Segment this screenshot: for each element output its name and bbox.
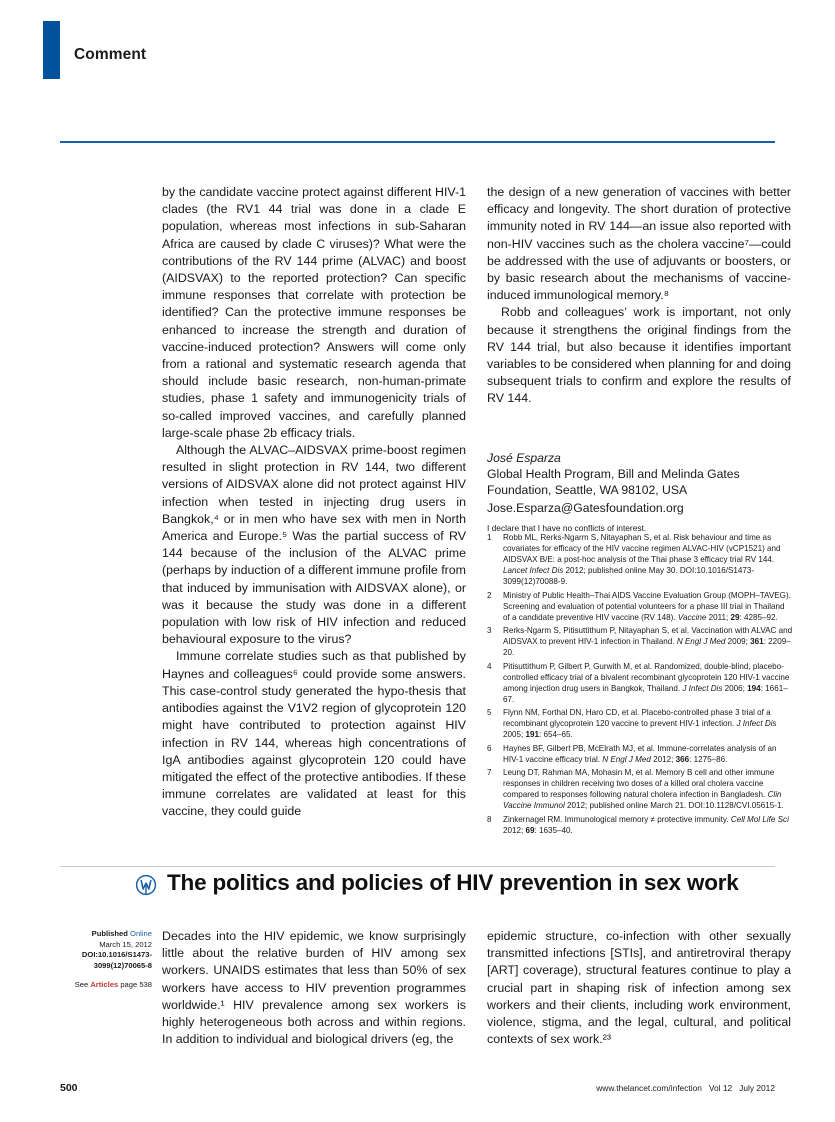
reference-item: [487, 743, 793, 765]
reference-item: [487, 767, 793, 811]
comment-paragraph: Robb and colleagues’ work is important, not only because it strengthens the original findings from the RV 144 trial, but also because it identifies important variables to be considered when planning for and doing subsequent trials to confirm and explore the results of RV 144.: [487, 305, 791, 406]
reference-number: 5: [487, 708, 492, 718]
reference-text: Zinkernagel RM. Immunological memory ≠ protective immunity. Cell Mol Life Sci 2012; 69: 1635–40.: [503, 814, 789, 835]
reference-text: Haynes BF, Gilbert PB, McElrath MJ, et al. Immune-correlates analysis of an HIV-1 vaccine efficacy trial. N Engl J Med 2012; 366: 1275–86.: [503, 743, 777, 764]
reference-number: 7: [487, 768, 492, 777]
reference-journal: J Infect Dis: [682, 683, 723, 693]
header-rule: [60, 141, 775, 143]
author-affiliation: Global Health Program, Bill and Melinda Gates Foundation, Seattle, WA 98102, USA: [487, 467, 740, 498]
comment-paragraph: Although the ALVAC–AIDSVAX prime-boost regimen resulted in slight protection in RV 144, two different versions of AIDSVAX alone did not protect against HIV infection when tested in injecting drug users in Bangkok,⁴ or in men who have sex with men in North America and Europe.⁵ Was the partial success of RV 144 because of the inclusion of the ALVAC prime (perhaps by induction of a different immune profile from that induced by immunisation with AIDSVAX alone), or was it because the study was done in a different population with low risk of HIV infection and reduced behavioural exposure to the virus?: [162, 443, 466, 647]
reference-text: Flynn NM, Forthal DN, Haro CD, et al. Placebo-controlled phase 3 trial of a recombinant glycoprotein 120 vaccine to prevent HIV-1 infection. J Infect Dis 2005; 191: 654–65.: [503, 708, 777, 740]
reference-text: Pitisuttithum P, Gilbert P, Gurwith M, et al. Randomized, double-blind, placebo-controlled efficacy trial of a bivalent recombinant glycoprotein 120 HIV-1 vaccine among injection drug users in Bangkok, Thailand. J Infect Dis 2006; 194: 1661–67.: [503, 661, 790, 704]
reference-volume: 194: [747, 683, 761, 693]
footer-source: www.thelancet.com/infection Vol 12 July 2012: [596, 1083, 775, 1093]
reference-text: Ministry of Public Health–Thai AIDS Vaccine Evaluation Group (MOPH–TAVEG). Screening and evaluation of potential volunteers for a phase III trial in Thailand of a candidate preventive HIV vaccine (RV 148). Vaccine 2011; 29: 4285–92.: [503, 590, 791, 622]
reference-item: [487, 661, 793, 705]
reference-item: [487, 707, 793, 740]
reference-number: 4: [487, 661, 492, 671]
conflict-declaration: I declare that I have no conflicts of interest.: [487, 523, 647, 534]
reference-volume: 366: [675, 754, 690, 764]
reference-item: [487, 814, 793, 836]
author-name: José Esparza: [487, 451, 561, 465]
published-label: Published: [91, 929, 128, 938]
reference-number: 3: [487, 626, 492, 636]
comment-paragraph: by the candidate vaccine protect against different HIV-1 clades (the RV1 44 trial was done in a clade E population, whereas most infections in sub-Saharan Africa are caused by clade C viruses)? What were the contributions of the RV 144 prime (ALVAC) and boost (AIDSVAX) to the reported protection? Can specific immune responses that correlate with protection be identified? Can the protective immune responses be enhanced to increase the strength and duration of vaccine-induced protection? Answers will come only from a rational and systematic research agenda that should include basic research, non-human-primate studies, phase 1 safety and immunogenicity trials of so-called improved vaccines, and carefully planned large-scale phase 2b efficacy trials.: [162, 185, 466, 440]
reference-volume: 361: [750, 637, 764, 647]
reference-text: Leung DT, Rahman MA, Mohasin M, et al. Memory B cell and other immune responses in children receiving two doses of a killed oral cholera vaccine compared to responses following natural cholera infection in Bangladesh. Clin Vaccine Immunol 2012; published online March 21. DOI:10.1128/CVI.05615-1.: [503, 768, 784, 811]
reference-journal: J Infect Dis: [736, 719, 777, 729]
reference-text: Rerks-Ngarm S, Pitisuttithum P, Nitayaphan S, et al. Vaccination with ALVAC and AIDSVAX to prevent HIV-1 infection in Thailand. N Engl J Med 2009; 361: 2209–20.: [503, 626, 793, 658]
reference-number: 8: [487, 814, 492, 824]
publication-date: March 15, 2012: [99, 939, 152, 949]
reference-journal: Clin Vaccine Immunol: [503, 790, 782, 811]
reference-number: 2: [487, 590, 492, 600]
see-page: page 538: [120, 980, 152, 990]
article-paragraph: Decades into the HIV epidemic, we know surprisingly little about the relative burden of HIV among sex workers. UNAIDS estimates that less than 50% of sex workers have access to HIV prevention programmes worldwide.¹ HIV prevalence among sex workers is highly heterogeneous both across and within regions. In addition to individual and biological drivers (eg, the: [162, 929, 466, 1047]
reference-journal: Vaccine: [677, 612, 707, 622]
comment-left-column: [162, 184, 466, 821]
reference-volume: 191: [525, 730, 540, 740]
running-head: Comment: [74, 46, 147, 63]
reference-text: Robb ML, Rerks-Ngarm S, Nitayaphan S, et al. Risk behaviour and time as covariates for efficacy of the HIV vaccine regimen ALVAC-HIV (vCP1521) and AIDSVAX B/E: a post-hoc analysis of the Thai phase 3 efficacy trial RV 144. Lancet Infect Dis 2012; published online May 30. DOI:10.1016/S1473-3099(12)70088-9.: [503, 533, 781, 587]
reference-volume: 29: [730, 612, 740, 622]
section-color-tab: [43, 21, 60, 79]
article-title: The politics and policies of HIV prevention in sex work: [167, 870, 739, 895]
comment-right-column: [487, 184, 791, 408]
article-rule: [60, 866, 775, 867]
crossmark-w-icon[interactable]: [134, 873, 159, 898]
doi-line-2[interactable]: 3099(12)70065-8: [93, 960, 152, 970]
reference-journal: Lancet Infect Dis: [503, 566, 564, 576]
comment-paragraph: Immune correlate studies such as that published by Haynes and colleagues⁶ could provide some answers. This case-control study generated the hypo-thesis that antibodies against the V1V2 region of glycoprotein 120 might have contributed to protection against HIV infection in RV 144, whereas high concentrations of IgA antibodies against glycoprotein 120 could have mitigated the effect of the protective antibodies. If these immune correlates are validated at least for this vaccine, they could guide: [162, 649, 466, 819]
publication-margin-note: [62, 929, 152, 991]
author-email[interactable]: Jose.Esparza@Gatesfoundation.org: [487, 500, 684, 515]
reference-journal: N Engl J Med: [602, 754, 651, 764]
online-label: Online: [130, 929, 152, 938]
reference-volume: 69: [525, 825, 535, 835]
reference-item: [487, 625, 793, 658]
reference-number: 6: [487, 743, 492, 753]
articles-link[interactable]: Articles: [90, 980, 119, 990]
article-right-column: [487, 928, 791, 1048]
see-prefix: See: [74, 980, 89, 990]
doi-line-1[interactable]: DOI:10.1016/S1473-: [81, 950, 152, 960]
article-paragraph: epidemic structure, co-infection with other sexually transmitted infections [STIs], and antiretroviral therapy [ART] coverage), structural features continue to play a crucial part in shaping risk of infection among sex workers and their clients, including work environment, violence, stigma, and the legal, cultural, and political contexts of sex work.²³: [487, 929, 791, 1047]
page-number: 500: [60, 1082, 78, 1094]
reference-journal: Cell Mol Life Sci: [730, 814, 789, 824]
reference-list: [487, 532, 793, 838]
reference-journal: N Engl J Med: [676, 637, 726, 647]
comment-paragraph: the design of a new generation of vaccines with better efficacy and longevity. The short duration of protective immunity noted in RV 144—an issue also reported with non-HIV vaccines such as the cholera vaccine⁷—could be addressed with the use of adjuvants or boosters, or by basic research about the mechanisms of vaccine-induced immunological memory.⁸: [487, 185, 791, 303]
published-online-line: [62, 929, 152, 940]
reference-item: [487, 590, 793, 623]
reference-number: 1: [487, 533, 492, 542]
reference-item: [487, 532, 793, 587]
article-left-column: [162, 928, 466, 1048]
see-articles-note[interactable]: [62, 980, 152, 991]
author-block: [487, 450, 791, 534]
